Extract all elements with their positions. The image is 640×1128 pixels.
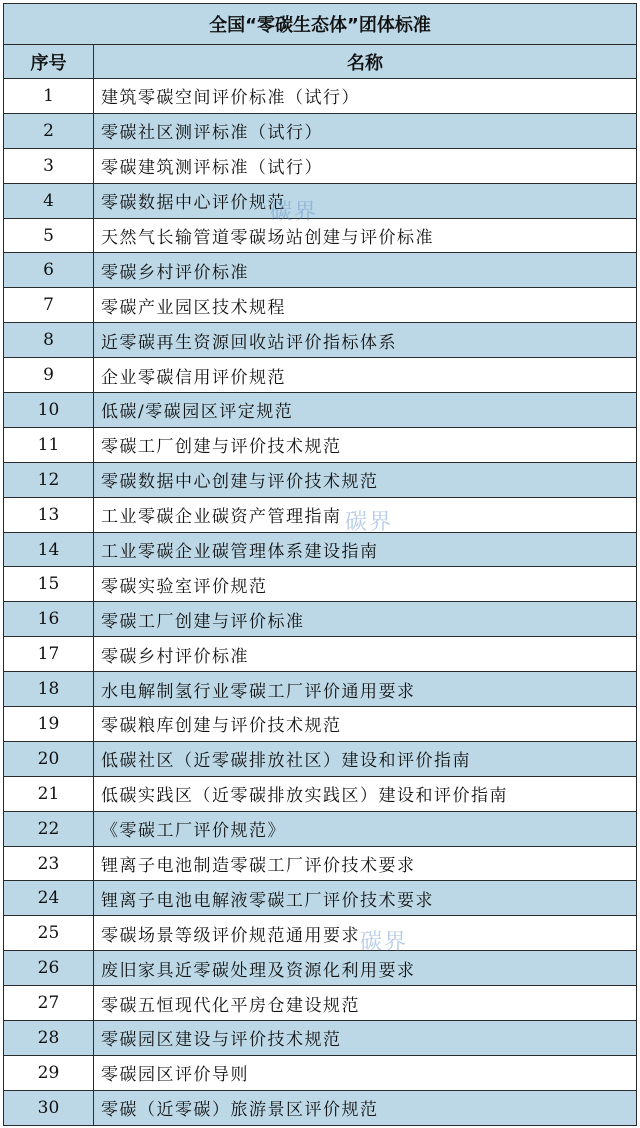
row-number: 21 <box>4 776 94 811</box>
row-number: 23 <box>4 846 94 881</box>
row-number: 24 <box>4 881 94 916</box>
standard-name: 工业零碳企业碳管理体系建设指南 <box>94 532 637 567</box>
standards-table-container <box>3 3 637 1126</box>
row-number: 8 <box>4 323 94 358</box>
standard-name: 工业零碳企业碳资产管理指南 <box>94 497 637 532</box>
table-row <box>4 672 637 707</box>
standard-name: 零碳建筑测评标准（试行） <box>94 148 637 183</box>
watermark: 碳界 <box>270 200 319 225</box>
standard-name: 零碳粮库创建与评价技术规范 <box>94 707 637 742</box>
row-number: 18 <box>4 672 94 707</box>
title-row <box>4 4 637 45</box>
watermark: 碳界 <box>345 510 394 535</box>
row-number: 29 <box>4 1055 94 1090</box>
table-row <box>4 183 637 218</box>
standard-name: 低碳/零碳园区评定规范 <box>94 393 637 428</box>
table-row <box>4 1055 637 1090</box>
standard-name: 零碳工厂创建与评价技术规范 <box>94 427 637 462</box>
row-number: 14 <box>4 532 94 567</box>
table-row <box>4 323 637 358</box>
standard-name: 零碳园区评价导则 <box>94 1055 637 1090</box>
table-row <box>4 776 637 811</box>
row-number: 10 <box>4 393 94 428</box>
row-number: 6 <box>4 253 94 288</box>
table-row <box>4 393 637 428</box>
table-row <box>4 79 637 114</box>
table-row <box>4 741 637 776</box>
standard-name: 零碳数据中心创建与评价技术规范 <box>94 462 637 497</box>
row-number: 15 <box>4 567 94 602</box>
row-number: 30 <box>4 1090 94 1125</box>
table-row <box>4 113 637 148</box>
table-row <box>4 916 637 951</box>
header-name: 名称 <box>94 45 637 79</box>
row-number: 9 <box>4 358 94 393</box>
row-number: 11 <box>4 427 94 462</box>
standard-name: 零碳乡村评价标准 <box>94 637 637 672</box>
table-row <box>4 567 637 602</box>
header-row <box>4 45 637 79</box>
standard-name: 水电解制氢行业零碳工厂评价通用要求 <box>94 672 637 707</box>
table-row <box>4 497 637 532</box>
table-row <box>4 881 637 916</box>
table-title: 全国“零碳生态体”团体标准 <box>4 4 637 45</box>
row-number: 22 <box>4 811 94 846</box>
standard-name: 建筑零碳空间评价标准（试行） <box>94 79 637 114</box>
row-number: 13 <box>4 497 94 532</box>
standard-name: 《零碳工厂评价规范》 <box>94 811 637 846</box>
table-row <box>4 1090 637 1125</box>
row-number: 17 <box>4 637 94 672</box>
standard-name: 低碳实践区（近零碳排放实践区）建设和评价指南 <box>94 776 637 811</box>
standard-name: 零碳五恒现代化平房仓建设规范 <box>94 986 637 1021</box>
table-row <box>4 846 637 881</box>
standard-name: 零碳数据中心评价规范 <box>94 183 637 218</box>
table-row <box>4 358 637 393</box>
row-number: 4 <box>4 183 94 218</box>
standard-name: 锂离子电池电解液零碳工厂评价技术要求 <box>94 881 637 916</box>
standard-name: 零碳产业园区技术规程 <box>94 288 637 323</box>
table-row <box>4 148 637 183</box>
watermark: 碳界 <box>360 930 409 955</box>
table-row <box>4 462 637 497</box>
table-row <box>4 637 637 672</box>
standard-name: 锂离子电池制造零碳工厂评价技术要求 <box>94 846 637 881</box>
row-number: 2 <box>4 113 94 148</box>
standard-name: 天然气长输管道零碳场站创建与评价标准 <box>94 218 637 253</box>
table-row <box>4 951 637 986</box>
table-row <box>4 1021 637 1056</box>
row-number: 20 <box>4 741 94 776</box>
standard-name: 近零碳再生资源回收站评价指标体系 <box>94 323 637 358</box>
table-row <box>4 707 637 742</box>
standard-name: 零碳工厂创建与评价标准 <box>94 602 637 637</box>
standards-table <box>3 3 637 1126</box>
standard-name: 企业零碳信用评价规范 <box>94 358 637 393</box>
standard-name: 零碳乡村评价标准 <box>94 253 637 288</box>
table-row <box>4 811 637 846</box>
row-number: 7 <box>4 288 94 323</box>
row-number: 27 <box>4 986 94 1021</box>
standard-name: 零碳社区测评标准（试行） <box>94 113 637 148</box>
row-number: 1 <box>4 79 94 114</box>
table-row <box>4 427 637 462</box>
table-row <box>4 253 637 288</box>
standard-name: 废旧家具近零碳处理及资源化利用要求 <box>94 951 637 986</box>
table-body <box>4 79 637 1126</box>
row-number: 12 <box>4 462 94 497</box>
row-number: 26 <box>4 951 94 986</box>
standard-name: 零碳场景等级评价规范通用要求 <box>94 916 637 951</box>
row-number: 3 <box>4 148 94 183</box>
table-row <box>4 218 637 253</box>
standard-name: 零碳（近零碳）旅游景区评价规范 <box>94 1090 637 1125</box>
row-number: 16 <box>4 602 94 637</box>
standard-name: 低碳社区（近零碳排放社区）建设和评价指南 <box>94 741 637 776</box>
standard-name: 零碳园区建设与评价技术规范 <box>94 1021 637 1056</box>
header-number: 序号 <box>4 45 94 79</box>
table-row <box>4 986 637 1021</box>
table-row <box>4 602 637 637</box>
table-row <box>4 288 637 323</box>
row-number: 28 <box>4 1021 94 1056</box>
row-number: 5 <box>4 218 94 253</box>
table-row <box>4 532 637 567</box>
row-number: 19 <box>4 707 94 742</box>
row-number: 25 <box>4 916 94 951</box>
standard-name: 零碳实验室评价规范 <box>94 567 637 602</box>
